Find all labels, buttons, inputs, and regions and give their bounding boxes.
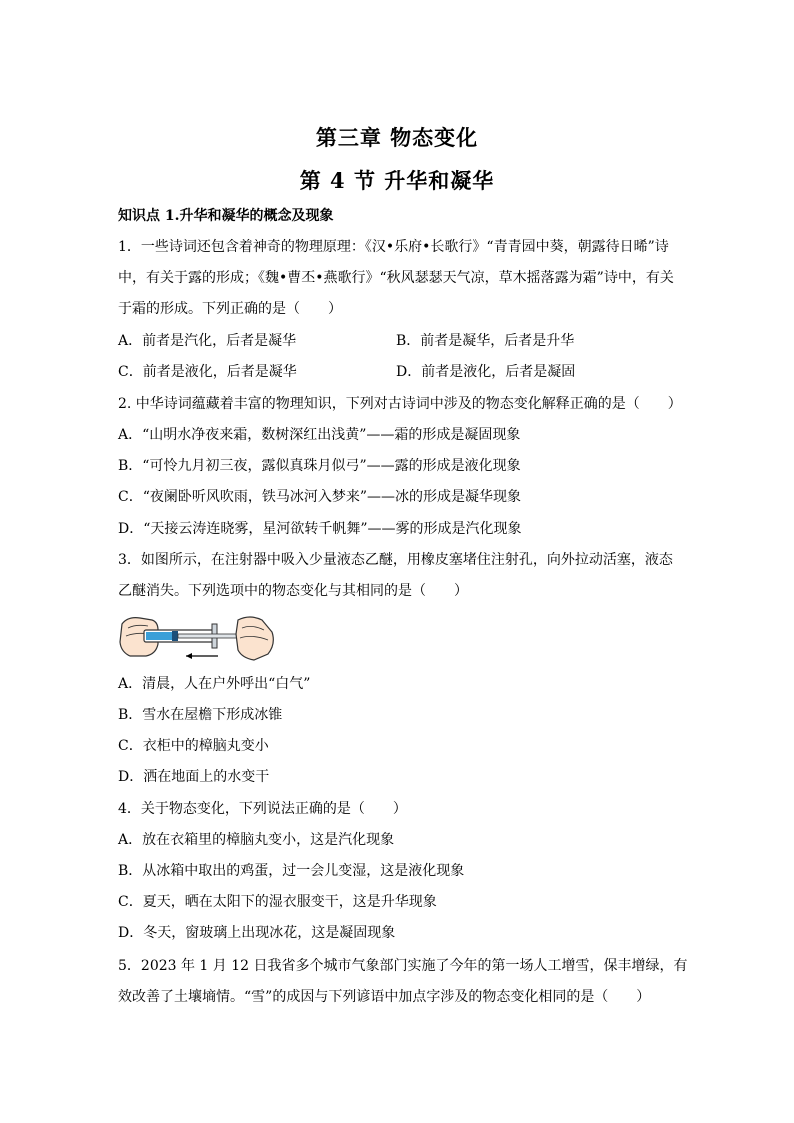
knowledge-point-heading: 知识点 1.升华和凝华的概念及现象 bbox=[118, 208, 334, 224]
q3-stem-line-2: 乙醚消失。下列选项中的物态变化与其相同的是（ ） bbox=[118, 583, 468, 599]
q1-option-b: B．前者是凝华，后者是升华 bbox=[396, 333, 575, 349]
q1-option-a: A．前者是汽化，后者是凝华 bbox=[118, 333, 297, 349]
q4-option-b: B．从冰箱中取出的鸡蛋，过一会儿变湿，这是液化现象 bbox=[118, 863, 465, 879]
q1-option-c: C．前者是液化，后者是凝华 bbox=[118, 364, 297, 380]
q2-option-d: D．“天接云涛连晓雾，星河欲转千帆舞”——雾的形成是汽化现象 bbox=[118, 521, 522, 537]
syringe-hands-figure bbox=[118, 610, 278, 662]
plunger-head bbox=[172, 631, 178, 641]
q5-stem-line-2: 效改善了土壤墒情。“雪”的成因与下列谚语中加点字涉及的物态变化相同的是（ ） bbox=[118, 989, 651, 1005]
chapter-title: 第三章 物态变化 bbox=[315, 125, 479, 150]
q1-stem-line-3: 于霜的形成。下列正确的是（ ） bbox=[118, 301, 342, 317]
q1-stem-line-2: 中，有关于露的形成；《魏•曹丕•燕歌行》“秋风瑟瑟天气凉，草木摇落露为霜”诗中，有关 bbox=[118, 270, 674, 286]
q4-option-a: A．放在衣箱里的樟脑丸变小，这是汽化现象 bbox=[118, 832, 395, 848]
q3-option-d: D．洒在地面上的水变干 bbox=[118, 769, 270, 785]
q3-stem-line-1: 3．如图所示，在注射器中吸入少量液态乙醚，用橡皮塞堵住注射孔，向外拉动活塞，液态 bbox=[118, 552, 673, 568]
q5-stem-line-1: 5．2023 年 1 月 12 日我省多个城市气象部门实施了今年的第一场人工增雪，保丰增绿，有 bbox=[118, 958, 688, 974]
plunger-rod bbox=[178, 634, 244, 638]
q4-option-c: C．夏天，晒在太阳下的湿衣服变干，这是升华现象 bbox=[118, 894, 437, 910]
q2-option-a: A．“山明水净夜来霜，数树深红出浅黄”——霜的形成是凝固现象 bbox=[118, 427, 521, 443]
ether-liquid bbox=[146, 632, 172, 640]
section-title: 第 4 节 升华和凝华 bbox=[299, 168, 495, 193]
q3-option-a: A．清晨，人在户外呼出“白气” bbox=[118, 676, 311, 692]
q3-option-b: B．雪水在屋檐下形成冰锥 bbox=[118, 707, 283, 723]
q2-option-b: B．“可怜九月初三夜，露似真珠月似弓”——露的形成是液化现象 bbox=[118, 458, 521, 474]
q1-option-d: D．前者是液化，后者是凝固 bbox=[396, 364, 576, 380]
q2-stem: 2. 中华诗词蕴藏着丰富的物理知识，下列对古诗词中涉及的物态变化解释正确的是（ ） bbox=[118, 396, 682, 412]
q4-option-d: D．冬天，窗玻璃上出现冰花，这是凝固现象 bbox=[118, 925, 396, 941]
right-hand-icon bbox=[236, 617, 273, 660]
q1-stem-line-1: 1．一些诗词还包含着神奇的物理原理：《汉•乐府•长歌行》“青青园中葵，朝露待日晞”诗 bbox=[118, 239, 669, 255]
q4-stem: 4．关于物态变化，下列说法正确的是（ ） bbox=[118, 801, 407, 817]
q3-option-c: C．衣柜中的樟脑丸变小 bbox=[118, 738, 269, 754]
q2-option-c: C．“夜阑卧听风吹雨，铁马冰河入梦来”——冰的形成是凝华现象 bbox=[118, 489, 522, 505]
